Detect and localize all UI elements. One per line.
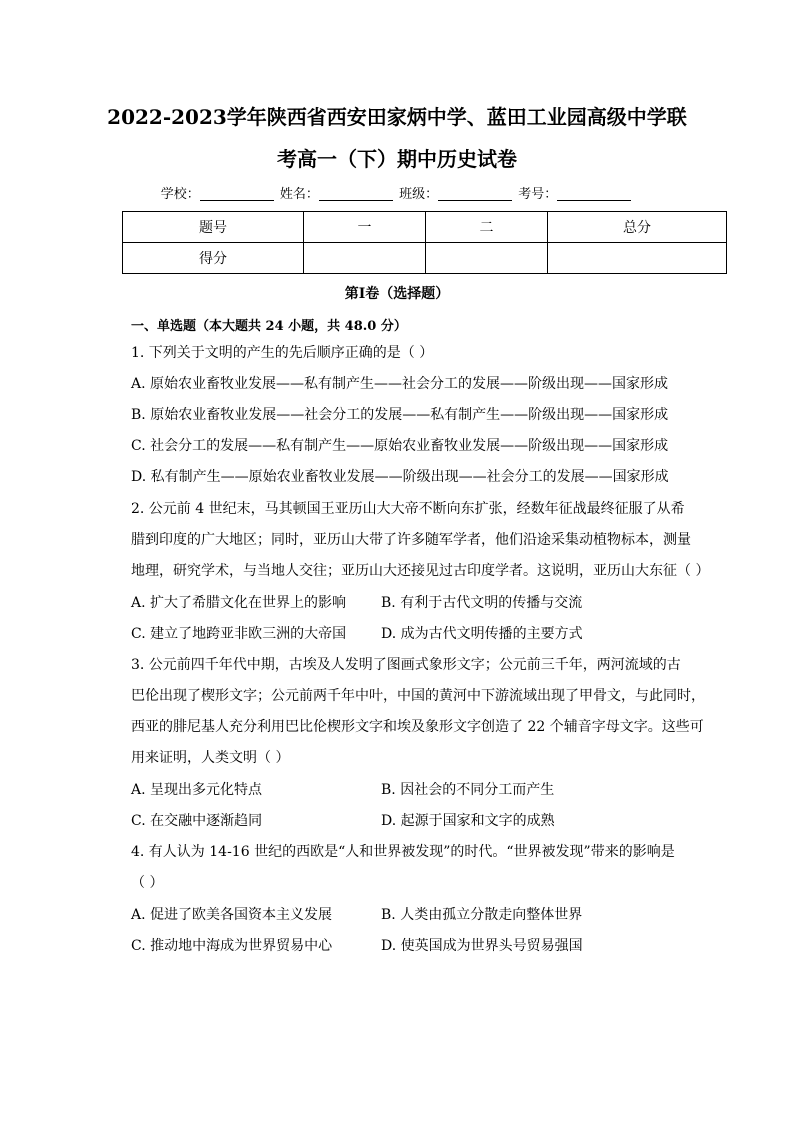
question-2-option-d: D. 成为古代文明传播的主要方式 (381, 626, 583, 642)
question-2-stem-line2: 腊到印度的广大地区；同时，亚历山大带了许多随军学者，他们沿途采集动植物标本，测量 (131, 532, 691, 548)
score-table-header-row (123, 212, 727, 243)
question-2-option-b: B. 有利于古代文明的传播与交流 (381, 595, 583, 611)
class-label: 班级： (399, 187, 439, 202)
score-header-cell: 一 (304, 212, 426, 243)
score-cell[interactable] (426, 243, 548, 274)
question-1-option-d: D. 私有制产生——原始农业畜牧业发展——阶级出现——社会分工的发展——国家形成 (131, 469, 669, 485)
question-1-option-b: B. 原始农业畜牧业发展——社会分工的发展——私有制产生——阶级出现——国家形成 (131, 407, 669, 423)
question-3-stem-line3: 西亚的腓尼基人充分利用巴比伦楔形文字和埃及象形文字创造了 22 个辅音字母文字。这些可 (131, 719, 704, 735)
id-blank[interactable] (557, 187, 631, 201)
question-3-option-d: D. 起源于国家和文字的成熟 (381, 813, 555, 829)
class-blank[interactable] (438, 187, 512, 201)
student-info-row (0, 186, 794, 204)
score-cell[interactable] (304, 243, 426, 274)
score-table (122, 211, 727, 274)
question-1-option-a: A. 原始农业畜牧业发展——私有制产生——社会分工的发展——阶级出现——国家形成 (131, 376, 669, 392)
question-3-option-b: B. 因社会的不同分工而产生 (381, 782, 555, 798)
part-title: 一、单选题（本大题共 24 小题，共 48.0 分） (131, 319, 407, 334)
score-header-cell: 二 (426, 212, 548, 243)
question-4-stem-line2: （ ） (131, 875, 164, 891)
question-3-stem-line2: 巴伦出现了楔形文字；公元前两千年中叶，中国的黄河中下游流域出现了甲骨文，与此同时， (131, 688, 705, 704)
question-4-option-b: B. 人类由孤立分散走向整体世界 (381, 907, 583, 923)
score-cell[interactable] (548, 243, 727, 274)
exam-title-line1: 2022-2023学年陕西省西安田家炳中学、蓝田工业园高级中学联 (107, 105, 687, 129)
exam-title-line2: 考高一（下）期中历史试卷 (277, 147, 517, 171)
score-table-score-row (123, 243, 727, 274)
question-1-stem: 1. 下列关于文明的产生的先后顺序正确的是（ ） (131, 345, 434, 361)
question-2-stem-line3: 地理，研究学术，与当地人交往；亚历山大还接见过古印度学者。这说明，亚历山大东征（ ） (131, 563, 710, 579)
score-header-cell: 题号 (123, 212, 304, 243)
question-4-option-c: C. 推动地中海成为世界贸易中心 (131, 938, 333, 954)
question-3-option-c: C. 在交融中逐渐趋同 (131, 813, 263, 829)
question-2-stem-line1: 2. 公元前 4 世纪末，马其顿国王亚历山大大帝不断向东扩张，经数年征战最终征服了从希 (131, 501, 685, 517)
question-4-option-d: D. 使英国成为世界头号贸易强国 (381, 938, 583, 954)
question-3-stem-line4: 用来证明，人类文明（ ） (131, 750, 290, 766)
score-row-label: 得分 (123, 243, 304, 274)
name-label: 姓名： (279, 187, 319, 202)
question-3-option-a: A. 呈现出多元化特点 (131, 782, 263, 798)
school-blank[interactable] (200, 187, 274, 201)
score-header-cell: 总分 (548, 212, 727, 243)
question-1-option-c: C. 社会分工的发展——私有制产生——原始农业畜牧业发展——阶级出现——国家形成 (131, 438, 669, 454)
name-blank[interactable] (319, 187, 393, 201)
question-4-option-a: A. 促进了欧美各国资本主义发展 (131, 907, 333, 923)
question-2-option-a: A. 扩大了希腊文化在世界上的影响 (131, 595, 347, 611)
question-2-option-c: C. 建立了地跨亚非欧三洲的大帝国 (131, 626, 347, 642)
question-4-stem-line1: 4. 有人认为 14-16 世纪的西欧是“人和世界被发现”的时代。“世界被发现”带来的影响是 (131, 844, 675, 860)
school-label: 学校： (160, 187, 200, 202)
question-3-stem-line1: 3. 公元前四千年代中期，古埃及人发明了图画式象形文字；公元前三千年，两河流域的古 (131, 657, 681, 673)
id-label: 考号： (518, 187, 558, 202)
section-title: 第I卷（选择题） (344, 286, 450, 302)
